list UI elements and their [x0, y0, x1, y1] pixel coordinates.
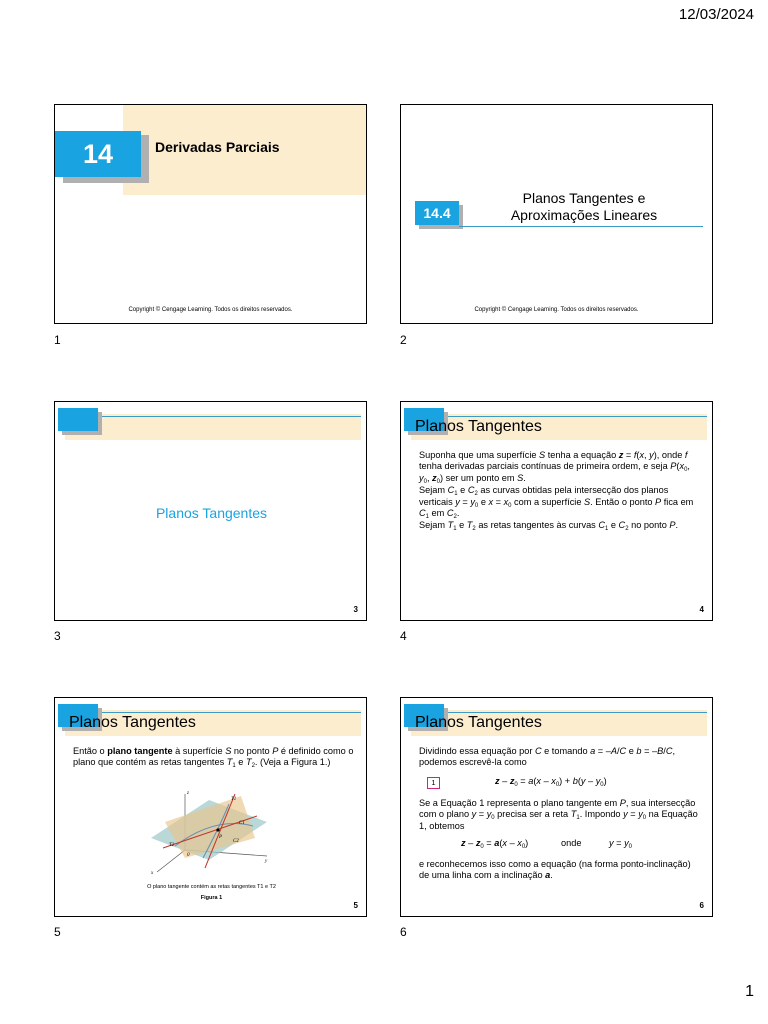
section-number-badge: 14.4	[415, 201, 459, 225]
equation-2-row	[419, 833, 701, 855]
label-origin: 0	[187, 853, 190, 858]
equation-1: $z - z_0 = a(x - x_0) + b(y - y_0)$	[495, 775, 607, 788]
slide-title: Planos Tangentes	[415, 714, 542, 731]
copyright-notice: Copyright © Cengage Learning. Todos os direitos reservados.	[128, 307, 293, 313]
label-p: P	[219, 835, 223, 840]
paragraph-2: Se a Equação 1 representa o plano tangente em P, sua intersecção com o plano $y = y_0$ precisa ser a reta $T_1$. Impondo $y = y_0$ na Equação 1, obtemos	[419, 797, 698, 831]
paragraph-3: Sejam $T_1$ e $T_2$ as retas tangentes às curvas $C_1$ e $C_2$ no ponto P.	[419, 520, 679, 533]
divider-line	[411, 416, 707, 417]
divider-line	[65, 416, 361, 417]
slide-label-6: 6	[400, 925, 407, 939]
slide-label-3: 3	[54, 629, 61, 643]
slide-label-2: 2	[400, 333, 407, 347]
slide-number: 4	[699, 605, 704, 614]
slide-title: Planos Tangentes	[69, 714, 196, 731]
section-title-line-2: Aproximações Lineares	[510, 207, 658, 223]
point-p	[216, 828, 219, 831]
section-title-line-1: Planos Tangentes e	[522, 190, 646, 206]
figure-caption: O plano tangente contém as retas tangentes T1 e T2	[147, 884, 276, 890]
equation-2: $z - z_0 = a(x - x_0)$	[461, 838, 529, 851]
slide-body	[419, 746, 701, 883]
figure-label: Figura 1	[200, 895, 223, 901]
copyright-notice: Copyright © Cengage Learning. Todos os direitos reservados.	[474, 307, 639, 313]
divider-line	[459, 226, 703, 227]
paragraph-2: Sejam $C_1$ e $C_2$ as curvas obtidas pela intersecção dos planos verticais $y = y_0$ e $x = x_0$ com a superfície S. Então o ponto P fica em $C_1$ em $C_2$.	[419, 485, 694, 521]
slide-number: 5	[353, 901, 358, 910]
equation-number-badge: 1	[427, 777, 440, 789]
slide-title: Planos Tangentes	[415, 418, 542, 435]
paragraph-3: e reconhecemos isso como a equação (na forma ponto-inclinação) de uma linha com a inclinação a.	[419, 859, 691, 881]
label-y: y	[265, 859, 268, 864]
chapter-title: Derivadas Parciais	[155, 139, 280, 155]
paragraph-1: Suponha que uma superfície S tenha a equação z = f(x, y), onde f tenha derivadas parciais contínuas de primeira ordem, e seja $P(x_0$, $y_0$, $z_0$) ser um ponto em S.	[419, 450, 690, 485]
slide-number: 3	[353, 605, 358, 614]
label-z: z	[187, 791, 189, 796]
equation-2-condition: $y = y_0$	[609, 838, 633, 851]
slide-label-4: 4	[400, 629, 407, 643]
print-date: 12/03/2024	[678, 6, 754, 23]
chapter-number-badge: 14	[55, 131, 141, 177]
title-banner	[65, 414, 361, 440]
label-x: x	[151, 871, 154, 876]
slide-body: Então o plano tangente à superfície S no ponto P é definido como o plano que contém as retas tangentes $T_1$ e $T_2$. (Veja a Figura 1.)	[73, 746, 354, 770]
slide-label-1: 1	[54, 333, 61, 347]
equation-2-word: onde	[561, 838, 582, 849]
slide-body	[419, 450, 701, 533]
intro-paragraph: Dividindo essa equação por C e tomando a = –A/C e b = –B/C, podemos escrevê-la como	[419, 746, 676, 768]
x-axis	[157, 850, 185, 872]
label-c1: C1	[239, 821, 245, 826]
slide-thumbnail-5[interactable]	[54, 697, 367, 917]
label-t2: T2	[169, 843, 175, 848]
slide-label-5: 5	[54, 925, 61, 939]
equation-1-row	[419, 770, 701, 792]
page-number: 1	[745, 983, 754, 1000]
section-title	[491, 190, 677, 224]
accent-box	[58, 408, 98, 431]
slide-number: 6	[699, 901, 704, 910]
slide-center-title: Planos Tangentes	[155, 505, 268, 521]
slide-thumbnail-4[interactable]	[400, 401, 713, 621]
label-t1: T1	[231, 797, 237, 802]
slide-thumbnail-2[interactable]	[400, 104, 713, 324]
slide-thumbnail-6[interactable]	[400, 697, 713, 917]
tangent-plane-figure	[145, 786, 275, 878]
slide-thumbnail-1[interactable]	[54, 104, 367, 324]
divider-line	[65, 712, 361, 713]
label-c2: C2	[233, 839, 239, 844]
slide-thumbnail-3[interactable]	[54, 401, 367, 621]
divider-line	[411, 712, 707, 713]
